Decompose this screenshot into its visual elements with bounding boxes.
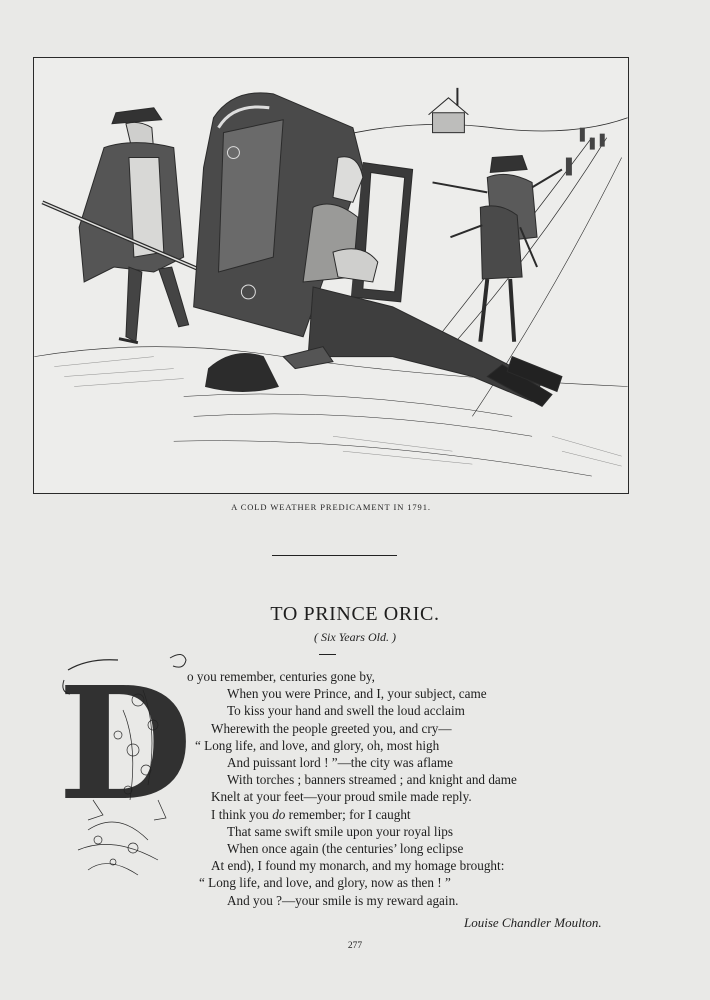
- poem-line: Wherewith the people greeted you, and cry—: [211, 720, 452, 736]
- poem-line: When once again (the centuries’ long eclipse: [227, 841, 464, 856]
- poem-author: Louise Chandler Moulton.: [464, 915, 602, 930]
- poem-line: That same swift smile upon your royal lips: [227, 823, 453, 839]
- title-rule: [319, 654, 336, 655]
- poem-line: “ Long life, and love, and glory, now as then ! ”: [199, 875, 451, 891]
- sedan-chair: [194, 93, 413, 337]
- poem-subtitle: ( Six Years Old. ): [314, 630, 396, 644]
- poem-line: At end), I found my monarch, and my homage brought:: [211, 858, 505, 874]
- poem-line: And you ?—your smile is my reward again.: [227, 892, 459, 908]
- children-figures: [433, 156, 562, 342]
- poem-line: And puissant lord ! ”—the city was aflame: [227, 755, 453, 770]
- illustration-frame: [33, 57, 629, 494]
- poem-line: When you were Prince, and I, your subject, came: [227, 686, 487, 702]
- page-number: 277: [347, 941, 363, 951]
- poem-line: I think you do remember; for I caught: [211, 806, 411, 822]
- poem-line: o you remember, centuries gone by,: [187, 669, 375, 684]
- poem-line: With torches ; banners streamed ; and knight and dame: [227, 772, 517, 788]
- illustration-caption: A COLD WEATHER PREDICAMENT IN 1791.: [231, 502, 431, 512]
- poem-title: TO PRINCE ORIC.: [270, 603, 440, 625]
- poem-line: Knelt at your feet—your proud smile made reply.: [211, 789, 472, 805]
- poem-line: “ Long life, and love, and glory, oh, most high: [195, 737, 440, 753]
- poem-line: To kiss your hand and swell the loud acclaim: [227, 703, 465, 719]
- drop-cap-letter: D: [58, 652, 193, 835]
- sedan-chair-illustration: [34, 58, 628, 493]
- drop-cap-ornament: [58, 650, 198, 880]
- divider-rule: [272, 555, 397, 556]
